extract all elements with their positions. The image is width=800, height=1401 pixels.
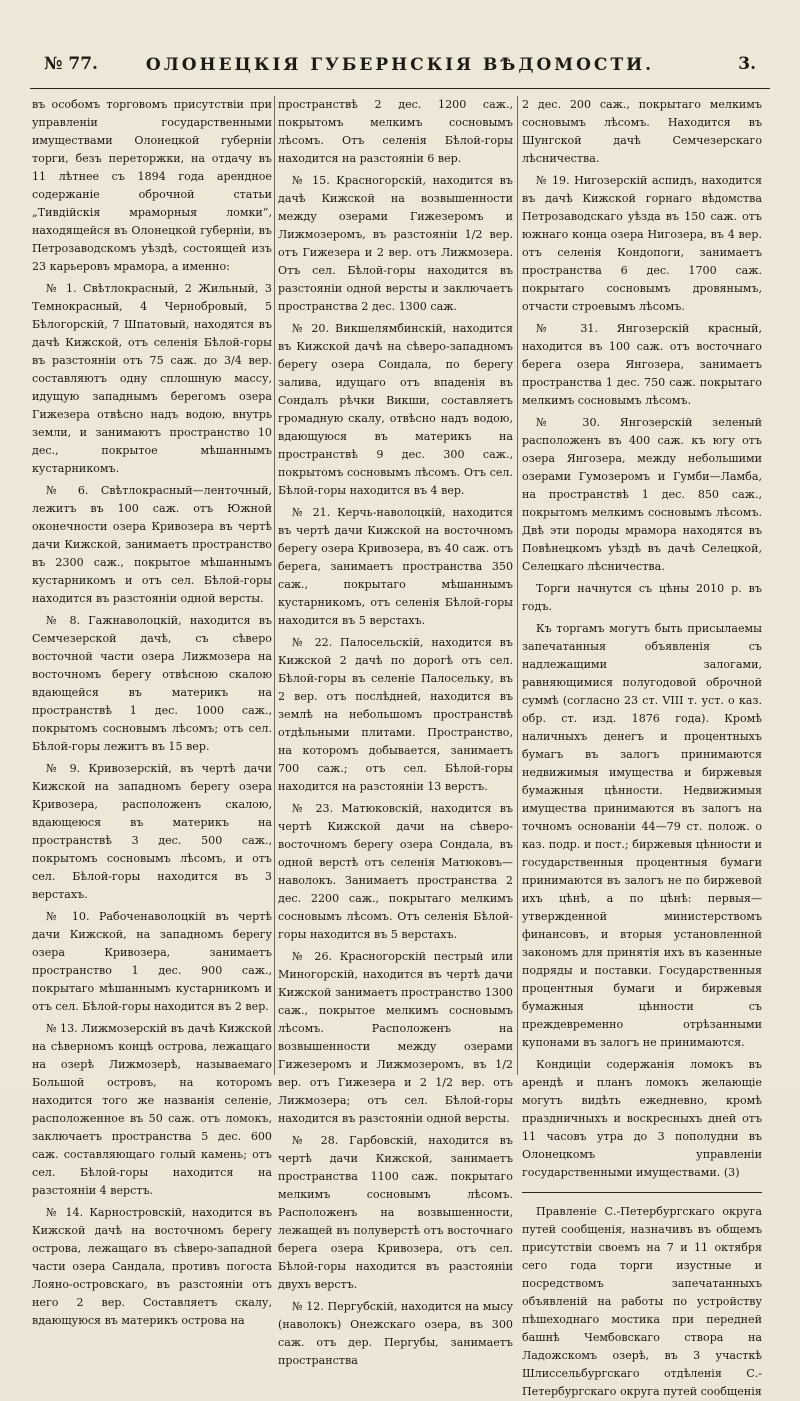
paragraph: № 12. Пергубскій, находится на мысу (наволокъ) Онежскаго озера, въ 300 саж. отъ дер. Пергубы, занимаетъ пространства (278, 1300, 513, 1367)
paragraph: № 20. Викшелямбинскій, находится въ Кижской дачѣ на сѣверо-западномъ берегу озера Сондала, по берегу залива, идущаго отъ впаденія въ Сондалъ рѣчки Викши, составляетъ громадную скалу, отвѣсно надъ водою, вдающуюся въ материкъ на пространствѣ 9 дес. 300 саж., покрытомъ сосновымъ лѣсомъ. Отъ сел. Бѣлой-горы находится въ 4 вер. (278, 322, 513, 497)
paragraph: № 15. Красногорскій, находится въ дачѣ Кижской на возвышенности между озерами Гижезеромъ и Лижмозеромъ, въ разстояніи 1/2 вер. отъ Гижезера и 2 вер. отъ Лижмозера. Отъ сел. Бѣлой-горы находится въ разстояніи одной версты и заключаетъ пространства 2 дес. 1300 саж. (278, 174, 513, 313)
page-header (30, 52, 770, 89)
section-separator (522, 1192, 762, 1193)
paragraph: № 13. Лижмозерскій въ дачѣ Кижской на сѣверномъ концѣ острова, лежащаго на озерѣ Лижмозерѣ, называемаго Большой островъ, на которомъ находится того же названія селеніе, расположенное въ 50 саж. отъ ломокъ, заключаетъ пространства 5 дес. 600 саж. составляющаго голый камень; отъ сел. Бѣлой-горы находится на разстояніи 4 верстъ. (32, 1022, 272, 1197)
page-number: 3. (738, 54, 756, 74)
paragraph: Къ торгамъ могутъ быть присылаемы запечатанныя объявленія съ надлежащими залогами, равняющимися полугодовой оброчной суммѣ (согласно 23 ст. VIII т. уст. о каз. обр. ст. изд. 1876 года). Кромѣ наличныхъ денегъ и процентныхъ бумагъ въ залогъ принимаются недвижимыя имущества и биржевыя бумажныя цѣнности. Недвижимыя имущества принимаются въ залогъ на точномъ основаніи 44—79 ст. полож. о каз. подр. и пост.; биржевыя цѣнности и государственныя процентныя бумаги принимаются въ залогъ не по биржевой ихъ цѣнѣ, а по цѣнѣ: первыя—утвержденной министерствомъ финансовъ, и вторыя установленной закономъ для принятія ихъ въ казенные подряды и поставки. Государственныя процентныя бумаги и биржевыя бумажныя цѣнности съ преждевременно отрѣзанными купонами въ залогъ не принимаются. (522, 622, 762, 1049)
issue-number: № 77. (44, 54, 98, 74)
paragraph: пространствѣ 2 дес. 1200 саж., покрытомъ мелкимъ сосновымъ лѣсомъ. Отъ селенія Бѣлой-горы находится на разстояніи 6 вер. (278, 98, 513, 165)
paragraph: № 31. Янгозерскій красный, находится въ 100 саж. отъ восточнаго берега озера Янгозера, занимаетъ пространства 1 дес. 750 саж. покрытаго мелкимъ сосновымъ лѣсомъ. (522, 322, 762, 407)
paragraph: № 19. Нигозерскій аспидъ, находится въ дачѣ Кижской горнаго вѣдомства Петрозаводскаго уѣзда въ 150 саж. отъ южнаго конца озера Нигозера, въ 4 вер. отъ селенія Кондопоги, занимаетъ пространства 6 дес. 1700 саж. покрытаго сосновымъ дровянымъ, отчасти строевымъ лѣсомъ. (522, 174, 762, 313)
paragraph: Торги начнутся съ цѣны 2010 р. въ годъ. (522, 582, 762, 613)
paragraph: № 22. Палосельскій, находится въ Кижской 2 дачѣ по дорогѣ отъ сел. Бѣлой-горы въ селеніе Палосельку, въ 2 вер. отъ послѣдней, находится въ землѣ на небольшомъ пространствѣ отдѣльными плитами. Пространство, на которомъ добывается, занимаетъ 700 саж.; отъ сел. Бѣлой-горы находится на разстояніи 13 верстъ. (278, 636, 513, 793)
paragraph: Кондиціи содержанія ломокъ въ арендѣ и планъ ломокъ желающіе могутъ видѣть ежедневно, кромѣ праздничныхъ и воскресныхъ дней отъ 11 часовъ утра до 3 пополудни въ Олонецкомъ управленіи государственными имуществами. (3) (522, 1058, 762, 1179)
column-3 (522, 96, 762, 1398)
paragraph: № 26. Красногорскій пестрый или Миногорскій, находится въ чертѣ дачи Кижской занимаетъ пространство 1300 саж., покрытое мелкимъ сосновымъ лѣсомъ. Расположенъ на возвышенности между озерами Гижезеромъ и Лижмозеромъ, въ 1/2 вер. отъ Гижезера и 2 1/2 вер. отъ Лижмозера; отъ сел. Бѣлой-горы находится въ разстояніи одной версты. (278, 950, 513, 1125)
paragraph: № 10. Рабоченаволоцкій въ чертѣ дачи Кижской, на западномъ берегу озера Кривозера, занимаетъ пространство 1 дес. 900 саж., покрытаго мѣшаннымъ кустарникомъ и отъ сел. Бѣлой-горы находится въ 2 вер. (32, 910, 272, 1013)
paragraph: № 1. Свѣтлокрасный, 2 Жильный, 3 Темнокрасный, 4 Чернобровый, 5 Бѣлогорскій, 7 Шпатовый, находятся въ дачѣ Кижской, отъ селенія Бѣлой-горы въ разстояніи отъ 75 саж. до 3/4 вер. составляютъ одну сплошную массу, идущую западнымъ берегомъ озера Гижезера отвѣсно надъ водою, внутрь земли, и занимаютъ пространство 10 дес., покрытое мѣшаннымъ кустарникомъ. (32, 282, 272, 475)
newspaper-title: ОЛОНЕЦКІЯ ГУБЕРНСКІЯ ВѢДОМОСТИ. (145, 55, 655, 75)
column-2 (278, 96, 513, 1367)
paragraph: № 9. Кривозерскій, въ чертѣ дачи Кижской на западномъ берегу озера Кривозера, расположенъ скалою, вдающеюся въ материкъ на пространствѣ 3 дес. 500 саж., покрытомъ сосновымъ лѣсомъ, и отъ сел. Бѣлой-горы находится въ 3 верстахъ. (32, 762, 272, 901)
column-divider (517, 96, 518, 1075)
column-1 (32, 96, 272, 1327)
paragraph: № 21. Керчь-наволоцкій, находится въ чертѣ дачи Кижской на восточномъ берегу озера Кривозера, въ 40 саж. отъ берега, занимаетъ пространства 350 саж., покрытаго мѣшаннымъ кустарникомъ, отъ селенія Бѣлой-горы находится въ 5 верстахъ. (278, 506, 513, 627)
paragraph: № 6. Свѣтлокрасный—ленточный, лежитъ въ 100 саж. отъ Южной оконечности озера Кривозера въ чертѣ дачи Кижской, занимаетъ пространство въ 2300 саж., покрытое мѣшаннымъ кустарникомъ и отъ сел. Бѣлой-горы находится въ разстояніи одной версты. (32, 484, 272, 605)
paragraph: № 14. Карностровскій, находится въ Кижской дачѣ на восточномъ берегу острова, лежащаго въ сѣверо-западной части озера Сандала, противъ погоста Лояно-островскаго, въ разстояніи отъ него 2 вер. Составляетъ скалу, вдающуюся въ материкъ острова на (32, 1206, 272, 1327)
paragraph: въ особомъ торговомъ присутствіи при управленіи государственными имуществами Олонецкой губерніи торги, безъ переторжки, на отдачу въ 11 лѣтнее съ 1894 года арендное содержаніе оброчной статьи „Тивдійскія мраморныя ломки“, находящейся въ Олонецкой губерніи, въ Петрозаводскомъ уѣздѣ, состоящей изъ 23 карьеровъ мрамора, а именно: (32, 98, 272, 273)
column-divider (274, 96, 275, 1075)
paragraph: № 23. Матюковскій, находится въ чертѣ Кижской дачи на сѣверо-восточномъ берегу озера Сондала, въ одной верстѣ отъ селенія Матюковъ—наволокъ. Занимаетъ пространства 2 дес. 2200 саж., покрытаго мелкимъ сосновымъ лѣсомъ. Отъ селенія Бѣлой-горы находится въ 5 верстахъ. (278, 802, 513, 941)
paragraph: 2 дес. 200 саж., покрытаго мелкимъ сосновымъ лѣсомъ. Находится въ Шунгской дачѣ Семчезерскаго лѣсничества. (522, 98, 762, 165)
paragraph: № 30. Янгозерскій зеленый расположенъ въ 400 саж. къ югу отъ озера Янгозера, между небольшими озерами Гумозеромъ и Гумби—Ламба, на пространствѣ 1 дес. 850 саж., покрытомъ мелкимъ сосновымъ лѣсомъ. Двѣ эти породы мрамора находятся въ Повѣнецкомъ уѣздѣ въ дачѣ Селецкой, Селецкаго лѣсничества. (522, 416, 762, 573)
columns (30, 96, 770, 1398)
paragraph: № 28. Гарбовскій, находится въ чертѣ дачи Кижской, занимаетъ пространства 1100 саж. покрытаго мелкимъ сосновымъ лѣсомъ. Расположенъ на возвышенности, лежащей въ полуверстѣ отъ восточнаго берега озера Кривозера, отъ сел. Бѣлой-горы находится въ разстояніи двухъ верстъ. (278, 1134, 513, 1291)
paragraph: Правленіе С.-Петербургскаго округа путей сообщенія, назначивъ въ общемъ присутствіи своемъ на 7 и 11 октября сего года торги изустные и посредствомъ запечатанныхъ объявленій на работы по устройству пѣшеходнаго мостика при передней башнѣ Чембовскаго створа на Ладожскомъ озерѣ, въ 3 участкѣ Шлиссельбургскаго отдѣленія С.-Петербургскаго округа путей сообщенія (522, 1205, 762, 1398)
paragraph: № 8. Гажнаволоцкій, находится въ Семчезерской дачѣ, съ сѣверо восточной части озера Лижмозера на восточномъ берегу отвѣсною скалою вдающейся въ материкъ на пространствѣ 1 дес. 1000 саж., покрытомъ сосновымъ лѣсомъ; отъ сел. Бѣлой-горы лежитъ въ 15 вер. (32, 614, 272, 753)
